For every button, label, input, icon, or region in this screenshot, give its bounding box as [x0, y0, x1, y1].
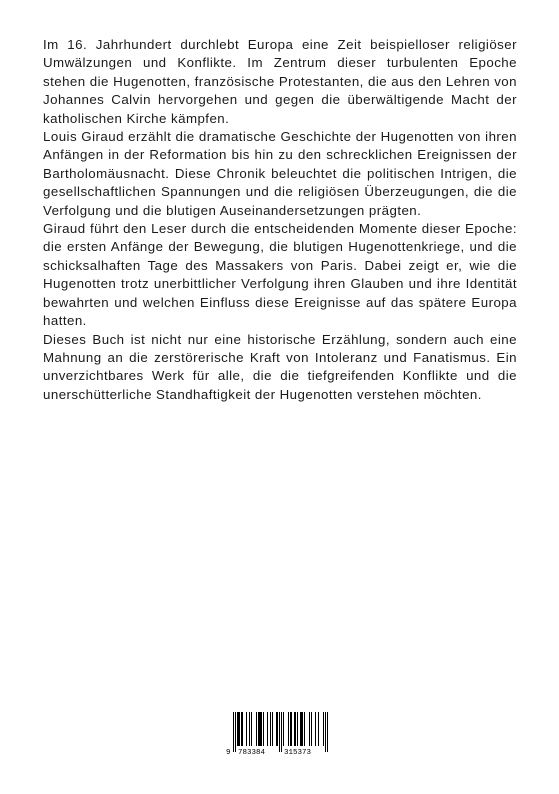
- barcode-number: [225, 748, 333, 758]
- barcode-bar: [318, 712, 319, 746]
- isbn-barcode: [225, 712, 333, 758]
- barcode-right-digits: 315373: [284, 749, 312, 757]
- blurb-paragraph-1: Im 16. Jahrhundert durchlebt Europa eine Zeit beispielloser religiöser Umwälzungen und Konflikte. Im Zentrum dieser turbulenten Epoche stehen die Hugenotten, französische Protestanten, die aus den Lehren von Johannes Calvin hervorgehen und gegen die überwältigende Macht der katholischen Kirche kämpfen.: [43, 37, 517, 126]
- barcode-bar: [300, 712, 301, 746]
- barcode-bar: [276, 712, 277, 746]
- barcode-bar: [242, 712, 243, 746]
- barcode-left-digits: 783384: [238, 749, 266, 757]
- barcode-bar: [295, 712, 296, 746]
- barcode-bar: [277, 712, 278, 746]
- blurb-paragraph-3: Giraud führt den Leser durch die entscheidenden Momente dieser Epoche: die ersten Anfänge der Bewegung, die blutigen Hugenottenkriege, und die schicksalhaften Tage des Massakers von Paris. Dabei zeigt er, wie die Hugenotten trotz unerbittlicher Verfolgung ihren Glauben und ihre Identität bewahrten und welchen Einfluss diese Ereignisse auf das spätere Europa hatten.: [43, 221, 517, 329]
- barcode-bar: [238, 712, 239, 746]
- blurb-paragraph-2: Louis Giraud erzählt die dramatische Geschichte der Hugenotten von ihren Anfängen in der Reformation bis hin zu den schrecklichen Ereignissen der Bartholomäusnacht. Diese Chronik beleuchtet die politischen Intrigen, die gesellschaftlichen Spannungen und die religiösen Überzeugungen, die die Verfolgung und die blutigen Auseinandersetzungen prägten.: [43, 129, 517, 218]
- barcode-bar: [288, 712, 289, 746]
- barcode-bar: [260, 712, 261, 746]
- barcode-bar: [294, 712, 295, 746]
- barcode-bars: [225, 712, 333, 752]
- barcode-bar: [237, 712, 238, 746]
- barcode-bar: [302, 712, 303, 746]
- barcode-bar: [304, 712, 305, 746]
- barcode-bar: [258, 712, 259, 746]
- barcode-bar: [281, 712, 282, 752]
- barcode-bar: [233, 712, 234, 752]
- barcode-bar: [309, 712, 310, 746]
- barcode-bar: [297, 712, 298, 746]
- barcode-bar: [267, 712, 268, 746]
- barcode-bar: [325, 712, 326, 752]
- barcode-bar: [327, 712, 328, 752]
- barcode-bar: [241, 712, 242, 746]
- back-cover-blurb: [43, 36, 517, 404]
- barcode-bar: [279, 712, 280, 752]
- barcode-bar: [315, 712, 316, 746]
- barcode-bar: [246, 712, 247, 746]
- barcode-bar: [249, 712, 250, 746]
- barcode-bar: [261, 712, 262, 746]
- barcode-bar: [251, 712, 252, 746]
- barcode-bar: [283, 712, 284, 746]
- barcode-bar: [263, 712, 264, 746]
- barcode-bar: [311, 712, 312, 746]
- barcode-bar: [239, 712, 240, 746]
- barcode-bar: [235, 712, 236, 752]
- barcode-bar: [291, 712, 292, 746]
- barcode-bar: [323, 712, 324, 746]
- blurb-paragraph-4: Dieses Buch ist nicht nur eine historische Erzählung, sondern auch eine Mahnung an die zerstörerische Kraft von Intoleranz und Fanatismus. Ein unverzichtbares Werk für alle, die die tiefgreifenden Konflikte und die unerschütterliche Standhaftigkeit der Hugenotten verstehen möchten.: [43, 331, 517, 402]
- barcode-bar: [272, 712, 273, 746]
- barcode-bar: [256, 712, 257, 746]
- barcode-bar: [301, 712, 302, 746]
- barcode-first-digit: 9: [226, 749, 231, 757]
- barcode-bar: [290, 712, 291, 746]
- barcode-bar: [270, 712, 271, 746]
- barcode-bar: [259, 712, 260, 746]
